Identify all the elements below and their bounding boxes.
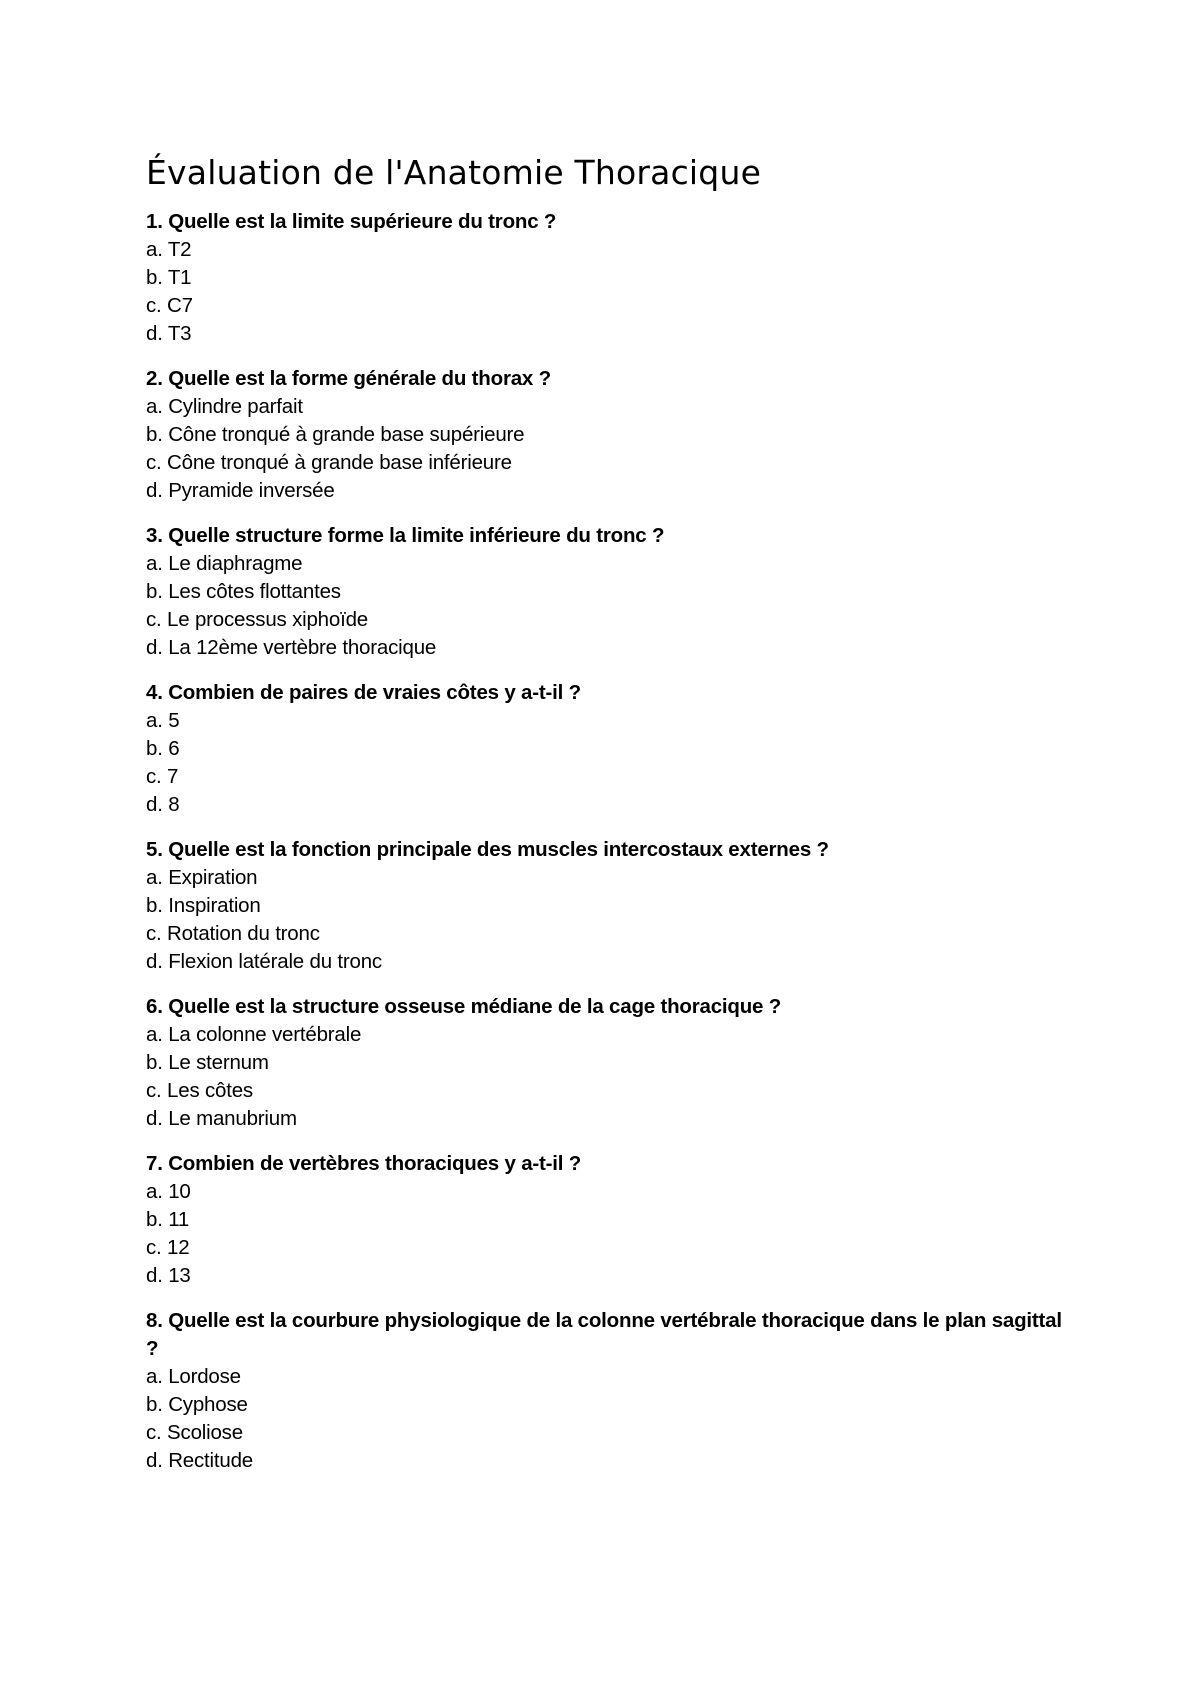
question-block: [146, 522, 1066, 662]
answer-option: a. Cylindre parfait: [146, 395, 303, 418]
answer-option: b. Les côtes flottantes: [146, 580, 341, 603]
question-text: 2. Quelle est la forme générale du thorax ?: [146, 367, 551, 390]
answer-option: b. Inspiration: [146, 894, 261, 917]
question-text: 3. Quelle structure forme la limite inférieure du tronc ?: [146, 524, 665, 547]
answer-option: a. La colonne vertébrale: [146, 1023, 362, 1046]
document-title: Évaluation de l'Anatomie Thoracique: [146, 153, 762, 192]
option-list: [146, 1021, 1066, 1133]
answer-option: d. La 12ème vertèbre thoracique: [146, 636, 437, 659]
question-text: 4. Combien de paires de vraies côtes y a-t-il ?: [146, 681, 581, 704]
question-list: [146, 208, 1066, 1475]
option-list: [146, 550, 1066, 662]
answer-option: a. Lordose: [146, 1365, 241, 1388]
option-list: [146, 236, 1066, 348]
answer-option: a. Expiration: [146, 866, 258, 889]
answer-option: b. Cyphose: [146, 1393, 248, 1416]
answer-option: a. T2: [146, 238, 192, 261]
option-list: [146, 707, 1066, 819]
question-block: [146, 679, 1066, 819]
question-block: [146, 993, 1066, 1133]
answer-option: d. Le manubrium: [146, 1107, 297, 1130]
option-list: [146, 864, 1066, 976]
answer-option: c. Les côtes: [146, 1079, 253, 1102]
question-block: [146, 208, 1066, 348]
question-block: [146, 836, 1066, 976]
answer-option: d. 13: [146, 1264, 191, 1287]
answer-option: b. 6: [146, 737, 180, 760]
answer-option: c. Rotation du tronc: [146, 922, 320, 945]
answer-option: d. Rectitude: [146, 1449, 253, 1472]
question-text: 7. Combien de vertèbres thoraciques y a-t-il ?: [146, 1152, 582, 1175]
answer-option: c. Scoliose: [146, 1421, 243, 1444]
question-text: 5. Quelle est la fonction principale des muscles intercostaux externes ?: [146, 838, 829, 861]
answer-option: c. Cône tronqué à grande base inférieure: [146, 451, 512, 474]
option-list: [146, 1363, 1066, 1475]
document-content: [146, 150, 1066, 1492]
answer-option: a. 10: [146, 1180, 191, 1203]
answer-option: c. Le processus xiphoïde: [146, 608, 368, 631]
answer-option: a. Le diaphragme: [146, 552, 303, 575]
answer-option: d. Pyramide inversée: [146, 479, 335, 502]
answer-option: c. C7: [146, 294, 193, 317]
answer-option: c. 12: [146, 1236, 190, 1259]
question-text: 6. Quelle est la structure osseuse médiane de la cage thoracique ?: [146, 995, 782, 1018]
question-block: [146, 365, 1066, 505]
question-text: 1. Quelle est la limite supérieure du tronc ?: [146, 210, 557, 233]
answer-option: b. Le sternum: [146, 1051, 269, 1074]
answer-option: d. 8: [146, 793, 180, 816]
answer-option: a. 5: [146, 709, 180, 732]
answer-option: d. T3: [146, 322, 192, 345]
answer-option: d. Flexion latérale du tronc: [146, 950, 382, 973]
answer-option: b. 11: [146, 1208, 190, 1231]
answer-option: b. T1: [146, 266, 192, 289]
question-block: [146, 1150, 1066, 1290]
option-list: [146, 393, 1066, 505]
question-text: 8. Quelle est la courbure physiologique de la colonne vertébrale thoracique dans le plan sagittal ?: [146, 1309, 1062, 1360]
question-block: [146, 1307, 1066, 1475]
option-list: [146, 1178, 1066, 1290]
answer-option: b. Cône tronqué à grande base supérieure: [146, 423, 525, 446]
answer-option: c. 7: [146, 765, 179, 788]
